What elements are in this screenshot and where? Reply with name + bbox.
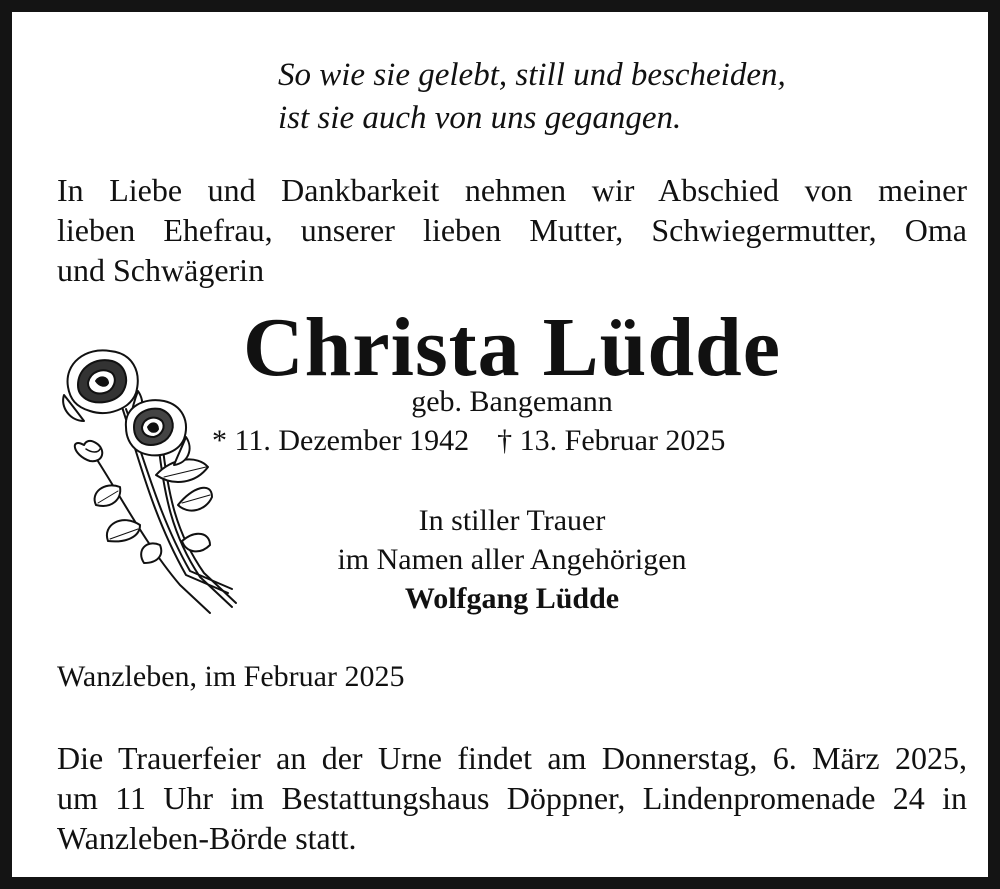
signer-name: Wolfgang Lüdde [404, 582, 620, 615]
deceased-name: Christa Lüdde [242, 301, 782, 394]
funeral-service-details [57, 738, 967, 858]
intro-line-1: In Liebe und Dankbarkeit nehmen wir Abschied von meiner [57, 172, 967, 208]
intro-text [57, 170, 967, 290]
intro-line-2: lieben Ehefrau, unserer lieben Mutter, Schwiegermutter, Oma [57, 212, 967, 248]
motto-line-1: So wie sie gelebt, still und bescheiden, [278, 57, 786, 93]
mourning-line-1: In stiller Trauer [418, 504, 606, 537]
place-and-date: Wanzleben, im Februar 2025 [57, 660, 405, 693]
maiden-name: geb. Bangemann [411, 385, 613, 418]
life-dates [212, 422, 725, 460]
motto-line-2: ist sie auch von uns gegangen. [278, 100, 682, 136]
service-line-1: Die Trauerfeier an der Urne findet am Donnerstag, 6. März 2025, [57, 740, 967, 776]
service-line-3: Wanzleben-Börde statt. [57, 820, 357, 856]
birth-date: * 11. Dezember 1942 [212, 424, 470, 457]
death-date: † 13. Februar 2025 [497, 424, 726, 457]
service-line-2: um 11 Uhr im Bestattungshaus Döppner, Lindenpromenade 24 in [57, 780, 967, 816]
motto-quote [278, 54, 786, 140]
mourning-signature [12, 501, 1000, 618]
mourning-line-2: im Namen aller Angehörigen [337, 543, 687, 576]
intro-line-3: und Schwägerin [57, 252, 265, 288]
